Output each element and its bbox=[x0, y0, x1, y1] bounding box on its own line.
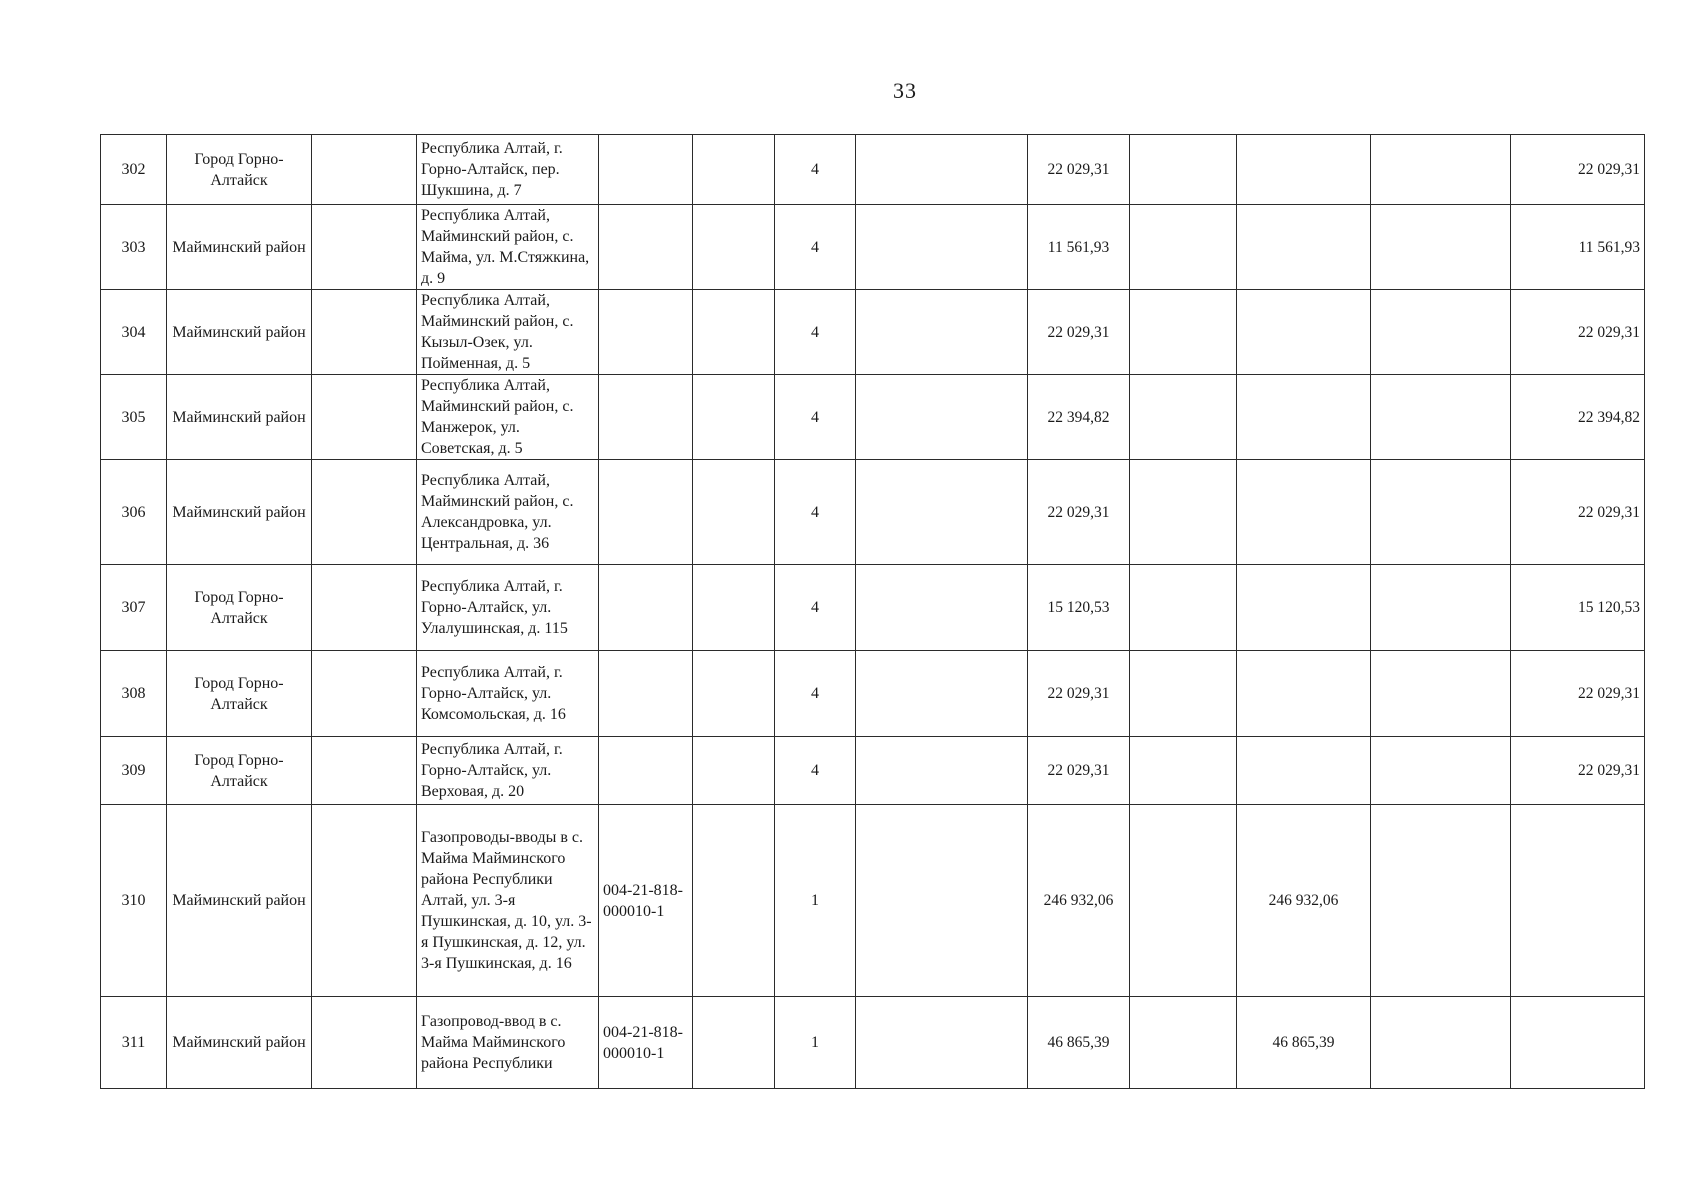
registration-number-cell bbox=[599, 135, 693, 205]
amount-a-cell bbox=[1237, 651, 1371, 737]
amount-c-cell bbox=[1511, 997, 1645, 1089]
empty-cell bbox=[856, 290, 1028, 375]
empty-cell bbox=[312, 375, 417, 460]
amount-c-cell: 22 394,82 bbox=[1511, 375, 1645, 460]
municipality-cell: Майминский район bbox=[167, 290, 312, 375]
municipality-cell: Майминский район bbox=[167, 997, 312, 1089]
quantity-cell: 1 bbox=[775, 805, 856, 997]
municipality-cell: Город Горно-Алтайск bbox=[167, 565, 312, 651]
empty-cell bbox=[1130, 375, 1237, 460]
empty-cell bbox=[693, 737, 775, 805]
municipality-cell: Город Горно-Алтайск bbox=[167, 135, 312, 205]
registry-table bbox=[100, 134, 1645, 1089]
table-row bbox=[101, 737, 1645, 805]
address-cell: Республика Алтай, Майминский район, с. Александровка, ул. Центральная, д. 36 bbox=[417, 460, 599, 565]
address-cell: Республика Алтай, г. Горно-Алтайск, пер. Шукшина, д. 7 bbox=[417, 135, 599, 205]
amount-total-cell: 246 932,06 bbox=[1028, 805, 1130, 997]
empty-cell bbox=[693, 997, 775, 1089]
address-cell: Республика Алтай, г. Горно-Алтайск, ул. Верховая, д. 20 bbox=[417, 737, 599, 805]
address-cell: Республика Алтай, Майминский район, с. Манжерок, ул. Советская, д. 5 bbox=[417, 375, 599, 460]
empty-cell bbox=[693, 460, 775, 565]
empty-cell bbox=[312, 460, 417, 565]
address-cell: Республика Алтай, Майминский район, с. Кызыл-Озек, ул. Пойменная, д. 5 bbox=[417, 290, 599, 375]
amount-a-cell bbox=[1237, 460, 1371, 565]
amount-c-cell: 22 029,31 bbox=[1511, 651, 1645, 737]
empty-cell bbox=[1130, 205, 1237, 290]
empty-cell bbox=[1130, 737, 1237, 805]
empty-cell bbox=[312, 651, 417, 737]
empty-cell bbox=[856, 205, 1028, 290]
amount-b-cell bbox=[1371, 135, 1511, 205]
empty-cell bbox=[312, 135, 417, 205]
empty-cell bbox=[693, 805, 775, 997]
amount-c-cell: 15 120,53 bbox=[1511, 565, 1645, 651]
amount-total-cell: 22 394,82 bbox=[1028, 375, 1130, 460]
municipality-cell: Майминский район bbox=[167, 205, 312, 290]
quantity-cell: 4 bbox=[775, 565, 856, 651]
registration-number-cell bbox=[599, 205, 693, 290]
registration-number-cell bbox=[599, 290, 693, 375]
amount-a-cell bbox=[1237, 375, 1371, 460]
empty-cell bbox=[1130, 651, 1237, 737]
row-number-cell: 306 bbox=[101, 460, 167, 565]
amount-a-cell: 246 932,06 bbox=[1237, 805, 1371, 997]
row-number-cell: 305 bbox=[101, 375, 167, 460]
row-number-cell: 307 bbox=[101, 565, 167, 651]
table-row bbox=[101, 205, 1645, 290]
amount-b-cell bbox=[1371, 375, 1511, 460]
quantity-cell: 4 bbox=[775, 651, 856, 737]
address-cell: Республика Алтай, г. Горно-Алтайск, ул. Комсомольская, д. 16 bbox=[417, 651, 599, 737]
registration-number-cell bbox=[599, 737, 693, 805]
amount-b-cell bbox=[1371, 205, 1511, 290]
empty-cell bbox=[312, 805, 417, 997]
amount-c-cell: 22 029,31 bbox=[1511, 135, 1645, 205]
empty-cell bbox=[312, 205, 417, 290]
municipality-cell: Майминский район bbox=[167, 375, 312, 460]
empty-cell bbox=[1130, 805, 1237, 997]
amount-b-cell bbox=[1371, 805, 1511, 997]
quantity-cell: 4 bbox=[775, 375, 856, 460]
amount-b-cell bbox=[1371, 651, 1511, 737]
empty-cell bbox=[1130, 135, 1237, 205]
registration-number-cell bbox=[599, 651, 693, 737]
quantity-cell: 4 bbox=[775, 205, 856, 290]
empty-cell bbox=[693, 651, 775, 737]
table-row bbox=[101, 375, 1645, 460]
amount-a-cell bbox=[1237, 290, 1371, 375]
empty-cell bbox=[693, 205, 775, 290]
municipality-cell: Город Горно-Алтайск bbox=[167, 737, 312, 805]
page-number: 33 bbox=[893, 78, 917, 103]
quantity-cell: 4 bbox=[775, 737, 856, 805]
address-cell: Республика Алтай, Майминский район, с. Майма, ул. М.Стяжкина, д. 9 bbox=[417, 205, 599, 290]
address-cell: Газопровод-ввод в с. Майма Майминского района Республики bbox=[417, 997, 599, 1089]
empty-cell bbox=[312, 565, 417, 651]
empty-cell bbox=[693, 375, 775, 460]
registration-number-cell bbox=[599, 565, 693, 651]
empty-cell bbox=[1130, 565, 1237, 651]
quantity-cell: 4 bbox=[775, 290, 856, 375]
row-number-cell: 309 bbox=[101, 737, 167, 805]
amount-total-cell: 46 865,39 bbox=[1028, 997, 1130, 1089]
amount-total-cell: 22 029,31 bbox=[1028, 290, 1130, 375]
empty-cell bbox=[312, 997, 417, 1089]
empty-cell bbox=[693, 290, 775, 375]
empty-cell bbox=[1130, 290, 1237, 375]
quantity-cell: 4 bbox=[775, 135, 856, 205]
empty-cell bbox=[856, 460, 1028, 565]
amount-total-cell: 11 561,93 bbox=[1028, 205, 1130, 290]
amount-total-cell: 15 120,53 bbox=[1028, 565, 1130, 651]
amount-c-cell: 11 561,93 bbox=[1511, 205, 1645, 290]
empty-cell bbox=[693, 135, 775, 205]
amount-b-cell bbox=[1371, 737, 1511, 805]
empty-cell bbox=[856, 375, 1028, 460]
empty-cell bbox=[856, 997, 1028, 1089]
amount-a-cell bbox=[1237, 737, 1371, 805]
amount-c-cell: 22 029,31 bbox=[1511, 460, 1645, 565]
amount-a-cell: 46 865,39 bbox=[1237, 997, 1371, 1089]
amount-b-cell bbox=[1371, 997, 1511, 1089]
row-number-cell: 310 bbox=[101, 805, 167, 997]
empty-cell bbox=[312, 737, 417, 805]
amount-total-cell: 22 029,31 bbox=[1028, 135, 1130, 205]
amount-c-cell: 22 029,31 bbox=[1511, 737, 1645, 805]
empty-cell bbox=[856, 135, 1028, 205]
amount-total-cell: 22 029,31 bbox=[1028, 651, 1130, 737]
row-number-cell: 303 bbox=[101, 205, 167, 290]
empty-cell bbox=[312, 290, 417, 375]
table-row bbox=[101, 460, 1645, 565]
table-row bbox=[101, 135, 1645, 205]
row-number-cell: 311 bbox=[101, 997, 167, 1089]
empty-cell bbox=[693, 565, 775, 651]
table-row bbox=[101, 651, 1645, 737]
municipality-cell: Майминский район bbox=[167, 460, 312, 565]
row-number-cell: 302 bbox=[101, 135, 167, 205]
address-cell: Республика Алтай, г. Горно-Алтайск, ул. Улалушинская, д. 115 bbox=[417, 565, 599, 651]
address-cell: Газопроводы-вводы в с. Майма Майминского района Республики Алтай, ул. 3-я Пушкинская, д. 10, ул. 3-я Пушкинская, д. 12, ул. 3-я Пушкинская, д. 16 bbox=[417, 805, 599, 997]
table-row bbox=[101, 565, 1645, 651]
quantity-cell: 1 bbox=[775, 997, 856, 1089]
table-row bbox=[101, 290, 1645, 375]
amount-total-cell: 22 029,31 bbox=[1028, 460, 1130, 565]
amount-a-cell bbox=[1237, 135, 1371, 205]
empty-cell bbox=[1130, 460, 1237, 565]
empty-cell bbox=[856, 565, 1028, 651]
municipality-cell: Город Горно-Алтайск bbox=[167, 651, 312, 737]
empty-cell bbox=[856, 737, 1028, 805]
amount-a-cell bbox=[1237, 205, 1371, 290]
registration-number-cell: 004-21-818-000010-1 bbox=[599, 805, 693, 997]
quantity-cell: 4 bbox=[775, 460, 856, 565]
registration-number-cell bbox=[599, 460, 693, 565]
empty-cell bbox=[856, 651, 1028, 737]
row-number-cell: 308 bbox=[101, 651, 167, 737]
municipality-cell: Майминский район bbox=[167, 805, 312, 997]
amount-b-cell bbox=[1371, 565, 1511, 651]
amount-b-cell bbox=[1371, 290, 1511, 375]
registration-number-cell: 004-21-818-000010-1 bbox=[599, 997, 693, 1089]
empty-cell bbox=[856, 805, 1028, 997]
row-number-cell: 304 bbox=[101, 290, 167, 375]
table-row bbox=[101, 997, 1645, 1089]
registration-number-cell bbox=[599, 375, 693, 460]
amount-b-cell bbox=[1371, 460, 1511, 565]
amount-a-cell bbox=[1237, 565, 1371, 651]
amount-c-cell bbox=[1511, 805, 1645, 997]
amount-total-cell: 22 029,31 bbox=[1028, 737, 1130, 805]
amount-c-cell: 22 029,31 bbox=[1511, 290, 1645, 375]
empty-cell bbox=[1130, 997, 1237, 1089]
table-row bbox=[101, 805, 1645, 997]
